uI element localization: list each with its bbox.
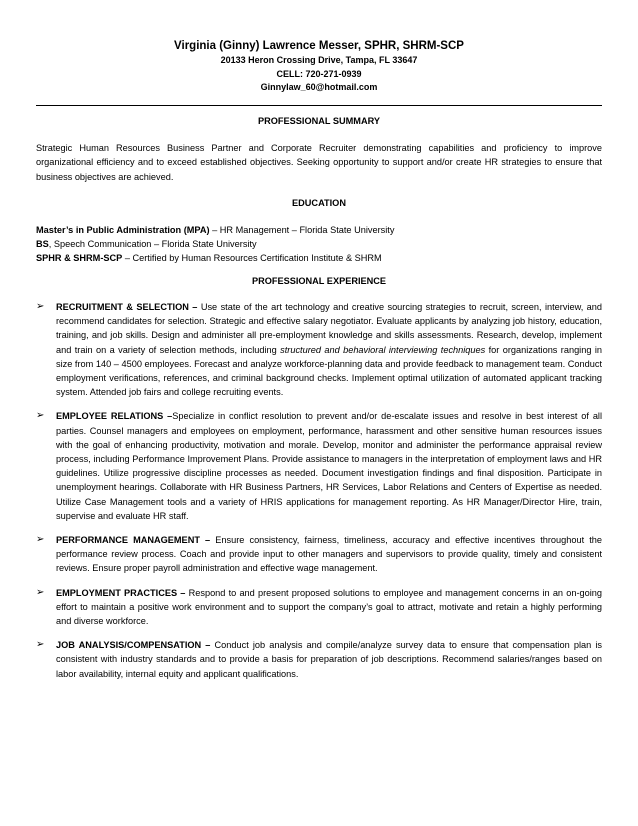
experience-text: Use state of the art technology and creative sourcing strategies to recruit, screen, interview, and recommend candidates for selection. Strategic and effective salary negotiator. Evaluate applicants by analyzing job history, education, training, and job skills. Design and administer all pre-employment knowledge and skills assessments. Research, develop, implement and train on a variety of selection methods, including [56, 302, 602, 355]
experience-text: Specialize in conflict resolution to prevent and/or de-escalate issues and resolve in best interest of all parties. Counsel managers and employees on employment, performance, harassment and other sensitive human resources issues with the goal of enhancing productivity, motivation and morale. Develop, monitor and administer the performance appraisal review process, including Performance Improvement Plans. Provide assistance to managers in the interpretation of employment laws and HR guidelines. Utilize progressive discipline processes as needed. Document investigation findings and final disposition. Participate in unemployment hearings. Collaborate with HR Business Partners, HR Services, Labor Relations and Centers of Expertise as needed. Utilize Case Management tools and a variety of HRIS applications for management reporting. As HR Manager/Director Hire, train, supervise and evaluate HR staff. [56, 411, 603, 521]
summary-section [36, 115, 602, 185]
resume-header [36, 38, 602, 106]
experience-text: Conduct job analysis and compile/analyze survey data to ensure that compensation plan is consistent with industry standards and to provide a basis for preparation of job descriptions. Recommend salaries/ranges based on labor availability, internal equity and applicant qualifications. [56, 640, 602, 679]
experience-item-employment-practices [36, 586, 602, 629]
arrowhead-bullet-icon: ➢ [36, 410, 45, 422]
experience-text: Respond to and present proposed solutions to employee and management concerns in an on-going effort to maintain a positive work environment and to support the company’s goal to attract, motivate and retain a highly performing and diverse workforce. [56, 587, 602, 627]
education-item [36, 251, 602, 265]
experience-title: PROFESSIONAL EXPERIENCE [251, 276, 387, 286]
experience-section [36, 275, 602, 681]
arrowhead-bullet-icon: ➢ [36, 534, 45, 546]
education-detail: – Certified by Human Resources Certification Institute & SHRM [122, 253, 382, 263]
education-item [36, 237, 602, 251]
address: 20133 Heron Crossing Drive, Tampa, FL 33647 [220, 55, 418, 65]
experience-item-employee-relations [36, 409, 602, 523]
arrowhead-bullet-icon: ➢ [36, 639, 45, 651]
education-degree: SPHR & SHRM-SCP [36, 253, 123, 263]
education-section [36, 197, 602, 265]
arrowhead-bullet-icon: ➢ [36, 301, 45, 312]
experience-heading: RECRUITMENT & SELECTION – [56, 302, 198, 312]
experience-item-recruitment [36, 300, 602, 399]
experience-emphasis: structured and behavioral interviewing techniques [280, 344, 486, 355]
experience-heading: EMPLOYEE RELATIONS – [56, 411, 173, 422]
experience-heading: JOB ANALYSIS/COMPENSATION – [56, 640, 211, 651]
education-list [36, 223, 602, 265]
experience-item-performance [36, 533, 602, 576]
experience-item-job-analysis [36, 638, 602, 681]
header-divider [36, 105, 602, 106]
education-detail: – HR Management – Florida State University [209, 225, 395, 235]
education-item [36, 223, 602, 237]
summary-text: Strategic Human Resources Business Partner and Corporate Recruiter demonstrating capabilities and proficiency to improve organizational efficiency and to exceed established objectives. Seeking opportunity to support and/or create HR strategies to ensure that business objectives are achieved. [36, 142, 602, 182]
education-degree: BS [36, 239, 49, 249]
experience-heading: EMPLOYMENT PRACTICES – [56, 587, 186, 598]
experience-text: for organizations ranging in size from 140 – 4500 employees. Forecast and analyze workforce-planning data and provide feedback to management team. Conduct employment verifications, references, and criminal background checks. Implement optimal utilization of automated applicant tracking system. Attended job fairs and college recruiting events. [56, 344, 602, 398]
experience-text: Ensure consistency, fairness, timeliness, accuracy and effective incentives throughout the performance review process. Coach and provide input to other managers and supervisors to provide quality, timely and consistent reviews. Ensure proper payroll administration and effective wage management. [56, 535, 603, 574]
summary-title: PROFESSIONAL SUMMARY [258, 115, 380, 126]
email: Ginnylaw_60@hotmail.com [260, 82, 378, 92]
arrowhead-bullet-icon: ➢ [36, 586, 45, 598]
education-title: EDUCATION [292, 198, 346, 208]
education-degree: Master’s in Public Administration (MPA) [36, 225, 210, 235]
experience-heading: PERFORMANCE MANAGEMENT – [56, 535, 211, 546]
candidate-name: Virginia (Ginny) Lawrence Messer, SPHR, SHRM-SCP [174, 40, 464, 52]
education-detail: , Speech Communication – Florida State University [48, 239, 257, 249]
cell-phone: CELL: 720-271-0939 [276, 68, 362, 79]
